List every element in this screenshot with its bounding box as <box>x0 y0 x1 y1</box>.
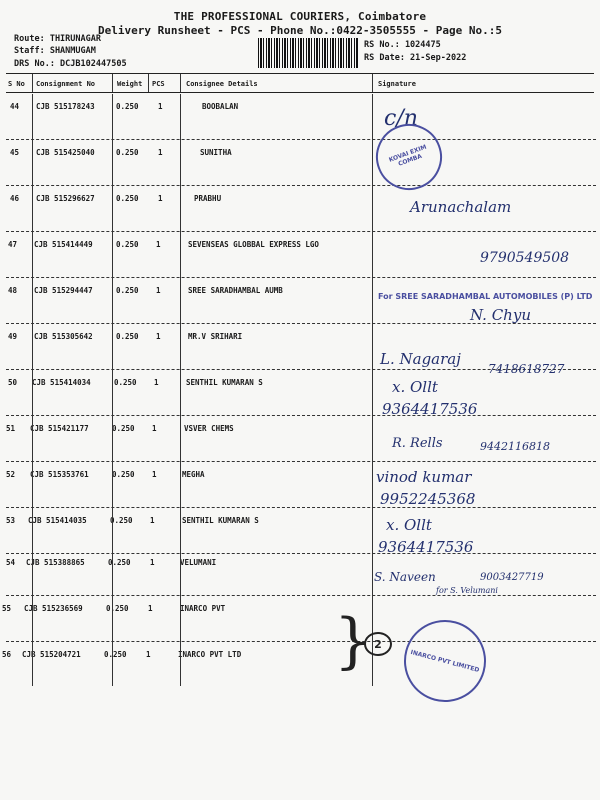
row-consignee: MEGHA <box>182 470 205 479</box>
row-consignment: CJB 515296627 <box>36 194 95 203</box>
row-consignment: CJB 515204721 <box>22 650 81 659</box>
col-consignee: Consignee Details <box>186 80 258 88</box>
row-sno: 44 <box>10 102 20 111</box>
signature-52: vinod kumar <box>376 468 472 486</box>
row-pcs: 1 <box>152 470 157 479</box>
column-rule <box>32 94 33 686</box>
header-divider <box>148 74 149 92</box>
row-weight: 0.250 <box>108 558 131 567</box>
row-consignee: MR.V SRIHARI <box>188 332 243 341</box>
row-weight: 0.250 <box>104 650 127 659</box>
column-rule <box>372 94 373 686</box>
row-weight: 0.250 <box>116 286 139 295</box>
row-consignment: CJB 515414449 <box>34 240 93 249</box>
row-consignment: CJB 515178243 <box>36 102 95 111</box>
row-consignment: CJB 515414034 <box>32 378 91 387</box>
row-weight: 0.250 <box>106 604 129 613</box>
phone-49: 7418618727 <box>488 362 565 376</box>
note-54: for S. Velumani <box>436 586 498 595</box>
row-pcs: 1 <box>158 148 163 157</box>
table-row <box>2 642 596 688</box>
row-consignee: PRABHU <box>194 194 222 203</box>
kovai-exim-stamp: KOVAI EXIM COMBA <box>367 115 452 200</box>
row-weight: 0.250 <box>112 470 135 479</box>
row-consignment: CJB 515414035 <box>28 516 87 525</box>
table-header-bottom-rule <box>6 92 594 93</box>
header-divider <box>32 74 33 92</box>
row-sno: 45 <box>10 148 20 157</box>
row-consignment: CJB 515236569 <box>24 604 83 613</box>
col-sno: S No <box>8 80 25 88</box>
company-stamp-48: For SREE SARADHAMBAL AUTOMOBILES (P) LTD <box>378 292 593 301</box>
phone-50: 9364417536 <box>382 400 478 418</box>
header-divider <box>112 74 113 92</box>
signature-46: Arunachalam <box>410 198 512 216</box>
row-consignee: SEVENSEAS GLOBBAL EXPRESS LGO <box>188 240 319 249</box>
row-sno: 46 <box>10 194 20 203</box>
table-row <box>6 462 596 508</box>
row-pcs: 1 <box>146 650 151 659</box>
column-rule <box>180 94 181 686</box>
circled-number: 2 <box>364 632 392 656</box>
brace-mark: } <box>334 606 373 676</box>
signature-48: N. Chyu <box>470 306 531 324</box>
phone-51: 9442116818 <box>480 440 550 453</box>
row-consignment: CJB 515305642 <box>34 332 93 341</box>
table-row <box>6 508 596 554</box>
staff-label: Staff: SHANMUGAM <box>14 46 96 56</box>
row-sno: 48 <box>8 286 18 295</box>
header-divider <box>180 74 181 92</box>
row-weight: 0.250 <box>114 378 137 387</box>
row-sno: 49 <box>8 332 18 341</box>
row-pcs: 1 <box>156 332 161 341</box>
row-sno: 53 <box>6 516 16 525</box>
signature-49: L. Nagaraj <box>380 350 461 368</box>
row-consignee: SENTHIL KUMARAN S <box>186 378 263 387</box>
table-row <box>6 370 596 416</box>
table-row <box>6 140 596 186</box>
signature-44: c/n <box>384 106 418 131</box>
row-consignment: CJB 515421177 <box>30 424 89 433</box>
rs-number: RS No.: 1024475 <box>364 40 441 50</box>
row-consignee: SREE SARADHAMBAL AUMB <box>188 286 283 295</box>
header-divider <box>372 74 373 92</box>
row-consignee: VELUMANI <box>180 558 217 567</box>
signature-50: x. Ollt <box>392 378 438 396</box>
row-sno: 51 <box>6 424 16 433</box>
row-pcs: 1 <box>150 558 155 567</box>
phone-52: 9952245368 <box>380 490 476 508</box>
company-title: THE PROFESSIONAL COURIERS, Coimbatore <box>173 10 427 23</box>
row-pcs: 1 <box>156 286 161 295</box>
phone-47: 9790549508 <box>480 250 570 266</box>
row-weight: 0.250 <box>116 240 139 249</box>
signature-54: S. Naveen <box>374 570 436 584</box>
barcode <box>258 38 358 68</box>
row-consignment: CJB 515294447 <box>34 286 93 295</box>
inarco-stamp: INARCO PVT LIMITED <box>395 611 495 711</box>
table-row <box>6 416 596 462</box>
phone-54: 9003427719 <box>480 572 544 583</box>
col-consignment: Consignment No <box>36 80 96 88</box>
row-weight: 0.250 <box>112 424 135 433</box>
row-sno: 50 <box>8 378 18 387</box>
table-row <box>6 94 596 140</box>
row-pcs: 1 <box>158 194 163 203</box>
row-consignment: CJB 515353761 <box>30 470 89 479</box>
column-rule <box>112 94 113 686</box>
row-sno: 52 <box>6 470 16 479</box>
row-pcs: 1 <box>152 424 157 433</box>
row-pcs: 1 <box>156 240 161 249</box>
row-weight: 0.250 <box>116 148 139 157</box>
row-weight: 0.250 <box>116 102 139 111</box>
col-weight: Weight <box>117 80 143 88</box>
row-weight: 0.250 <box>116 332 139 341</box>
row-weight: 0.250 <box>110 516 133 525</box>
route-label: Route: THIRUNAGAR <box>14 34 101 44</box>
row-consignment: CJB 515388865 <box>26 558 85 567</box>
row-consignee: SENTHIL KUMARAN S <box>182 516 259 525</box>
row-consignee: BOOBALAN <box>202 102 239 111</box>
signature-53: x. Ollt <box>386 516 432 534</box>
row-pcs: 1 <box>158 102 163 111</box>
col-signature: Signature <box>378 80 416 88</box>
row-consignee: INARCO PVT LTD <box>178 650 242 659</box>
row-pcs: 1 <box>154 378 159 387</box>
row-sno: 55 <box>2 604 12 613</box>
row-sno: 56 <box>2 650 12 659</box>
table-header-top-rule <box>6 73 594 74</box>
row-consignee: SUNITHA <box>200 148 232 157</box>
signature-51: R. Rells <box>392 436 443 451</box>
runsheet-subtitle: Delivery Runsheet - PCS - Phone No.:0422-3505555 - Page No.:5 <box>98 24 502 37</box>
rs-date: RS Date: 21-Sep-2022 <box>364 53 467 63</box>
phone-53: 9364417536 <box>378 538 474 556</box>
row-pcs: 1 <box>150 516 155 525</box>
col-pcs: PCS <box>152 80 165 88</box>
row-pcs: 1 <box>148 604 153 613</box>
row-consignee: VSVER CHEMS <box>184 424 234 433</box>
row-consignment: CJB 515425040 <box>36 148 95 157</box>
row-consignee: INARCO PVT <box>180 604 226 613</box>
drs-number: DRS No.: DCJB102447505 <box>14 59 127 69</box>
row-sno: 54 <box>6 558 16 567</box>
table-row <box>2 596 596 642</box>
row-sno: 47 <box>8 240 18 249</box>
row-weight: 0.250 <box>116 194 139 203</box>
